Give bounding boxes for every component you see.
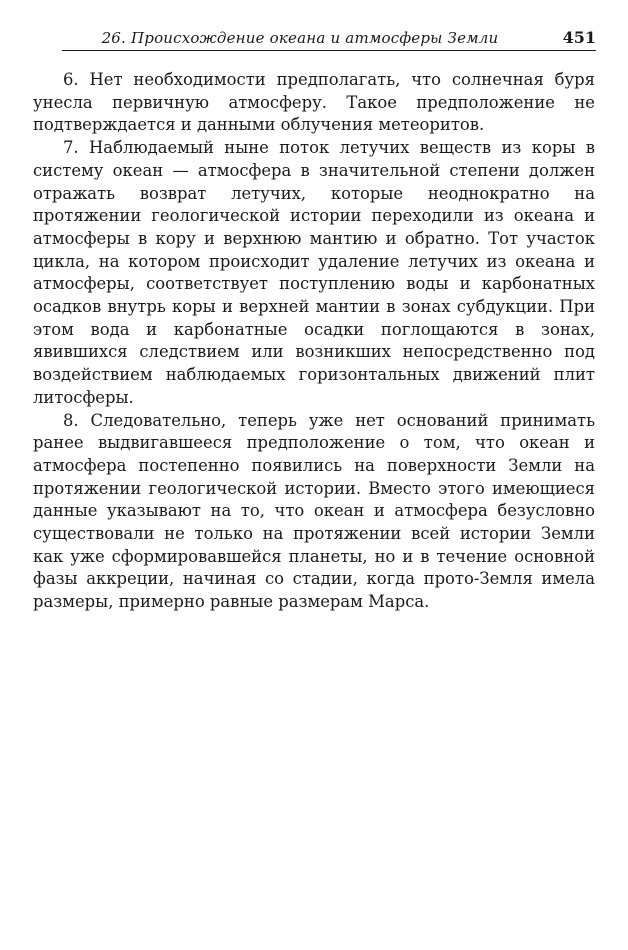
paragraph-7: 7. Наблюдаемый ныне поток летучих веществ из коры в систему океан — атмосфера в значительной степени должен отражать возврат летучих, которые неоднократно на протяжении геологической истории переходили из океана и атмосферы в кору и верхнюю мантию и обратно. Тот участок цикла, на котором происходит удаление летучих из океана и атмосферы, соответствует поступлению воды и карбонатных осадков внутрь коры и верхней мантии в зонах субдукции. При этом вода и карбонатные осадки поглощаются в зонах, явившихся следствием или возникших непосредственно под воздействием наблюдаемых горизонтальных движений плит литосферы. [33,138,595,407]
running-header [62,27,596,49]
body-text [33,69,595,614]
running-title: 26. Происхождение океана и атмосферы Земли [101,29,499,47]
page-number: 451 [562,28,596,47]
header-rule [62,50,596,51]
paragraph-6: 6. Нет необходимости предполагать, что солнечная буря унесла первичную атмосферу. Такое предположение не подтверждается и данными облучения метеоритов. [33,70,595,135]
paragraph-8: 8. Следовательно, теперь уже нет оснований принимать ранее выдвигавшееся предположение о том, что океан и атмосфера постепенно появились на поверхности Земли на протяжении геологической истории. Вместо этого имеющиеся данные указывают на то, что океан и атмосфера безусловно существовали не только на протяжении всей истории Земли как уже сформировавшейся планеты, но и в течение основной фазы аккреции, начиная со стадии, когда прото-Земля имела размеры, примерно равные размерам Марса. [33,410,595,612]
